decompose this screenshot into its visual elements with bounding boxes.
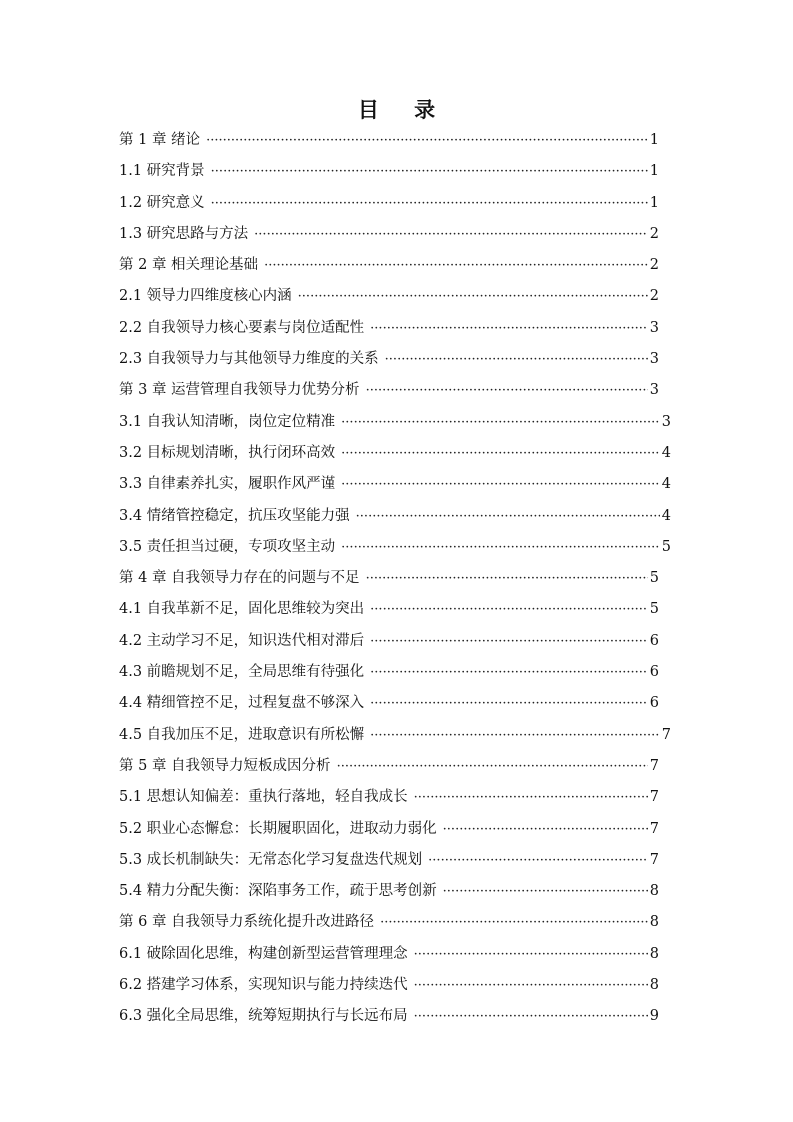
toc-entry-label: 第 6 章 自我领导力系统化提升改进路径 <box>119 914 375 931</box>
toc-entry[interactable] <box>119 250 659 281</box>
toc-entry-label: 4.4 精细管控不足，过程复盘不够深入 <box>119 695 365 712</box>
toc-title: 目 录 <box>357 97 450 122</box>
toc-entry-label: 第 3 章 运营管理自我领导力优势分析 <box>119 382 360 399</box>
toc-entry-label: 3.1 自我认知清晰，岗位定位精准 <box>119 413 336 430</box>
toc-entry-label: 4.2 主动学习不足，知识迭代相对滞后 <box>119 632 365 649</box>
toc-entry[interactable] <box>119 751 659 782</box>
dot-leader <box>428 845 648 876</box>
toc-entry-label: 4.3 前瞻规划不足，全局思维有待强化 <box>119 664 365 681</box>
toc-entry-label: 第 4 章 自我领导力存在的问题与不足 <box>119 570 360 587</box>
toc-entry-page: 3 <box>649 319 659 336</box>
toc-entry-page: 8 <box>649 883 659 900</box>
toc-entry-label: 3.2 目标规划清晰，执行闭环高效 <box>119 444 336 461</box>
toc-entry-label: 3.3 自律素养扎实，履职作风严谨 <box>119 476 336 493</box>
toc-entry-page: 3 <box>649 382 659 399</box>
dot-leader <box>370 626 648 657</box>
dot-leader <box>443 876 648 907</box>
dot-leader <box>341 407 660 438</box>
toc-entry[interactable] <box>119 970 659 1001</box>
toc-entry-page: 7 <box>649 789 659 806</box>
dot-leader <box>380 907 648 938</box>
dot-leader <box>414 1001 648 1032</box>
dot-leader <box>385 344 648 375</box>
toc-entry-page: 7 <box>661 726 671 743</box>
toc-entry-page: 2 <box>649 257 659 274</box>
toc-entry-page: 6 <box>649 695 659 712</box>
dot-leader <box>356 501 660 532</box>
toc-entry[interactable] <box>119 876 659 907</box>
toc-entry-label: 6.2 搭建学习体系，实现知识与能力持续迭代 <box>119 977 408 994</box>
toc-entry-page: 8 <box>649 914 659 931</box>
toc-entry-label: 第 5 章 自我领导力短板成因分析 <box>119 757 331 774</box>
toc-entry[interactable] <box>119 657 659 688</box>
dot-leader <box>414 782 648 813</box>
toc-entry-label: 2.1 领导力四维度核心内涵 <box>119 288 292 305</box>
toc-entry-label: 第 2 章 相关理论基础 <box>119 257 259 274</box>
dot-leader <box>370 657 648 688</box>
toc-entry-label: 1.1 研究背景 <box>119 163 205 180</box>
toc-entry[interactable] <box>119 939 659 970</box>
toc-entry-page: 1 <box>649 163 659 180</box>
toc-entry-page: 7 <box>649 757 659 774</box>
toc-entry[interactable] <box>119 501 671 532</box>
toc-entry-page: 5 <box>661 538 671 555</box>
toc-entry-page: 4 <box>661 507 671 524</box>
dot-leader <box>211 188 648 219</box>
toc-entry-page: 7 <box>649 820 659 837</box>
toc-entry-label: 6.3 强化全局思维，统筹短期执行与长远布局 <box>119 1008 408 1025</box>
dot-leader <box>254 219 648 250</box>
toc-entry[interactable] <box>119 814 659 845</box>
toc-entry[interactable] <box>119 469 671 500</box>
toc-entry-page: 5 <box>649 601 659 618</box>
toc-entry[interactable] <box>119 720 671 751</box>
toc-entry-label: 第 1 章 绪论 <box>119 132 201 148</box>
dot-leader <box>370 594 648 625</box>
dot-leader <box>211 156 648 187</box>
dot-leader <box>370 688 648 719</box>
dot-leader <box>370 313 648 344</box>
dot-leader <box>341 532 660 563</box>
toc-entry-page: 2 <box>649 288 659 305</box>
toc-entry-page: 6 <box>649 632 659 649</box>
dot-leader <box>366 563 648 594</box>
dot-leader <box>298 281 648 312</box>
toc-entry-page: 4 <box>661 444 671 461</box>
dot-leader <box>443 814 648 845</box>
dot-leader <box>366 375 648 406</box>
dot-leader <box>264 250 648 281</box>
toc-entry-label: 5.2 职业心态懈怠：长期履职固化，进取动力弱化 <box>119 820 437 837</box>
toc-entry-page: 2 <box>649 225 659 242</box>
toc-entry[interactable] <box>119 125 659 156</box>
toc-entry-label: 5.3 成长机制缺失：无常态化学习复盘迭代规划 <box>119 851 423 868</box>
toc-entry[interactable] <box>119 188 659 219</box>
toc-entry-page: 6 <box>649 664 659 681</box>
toc-entry[interactable] <box>119 907 659 938</box>
toc-entry[interactable] <box>119 782 659 813</box>
toc-entry-page: 8 <box>649 945 659 962</box>
toc-entry-label: 6.1 破除固化思维，构建创新型运营管理理念 <box>119 945 408 962</box>
toc-entry-label: 3.5 责任担当过硬，专项攻坚主动 <box>119 538 336 555</box>
dot-leader <box>414 939 648 970</box>
toc-entry-label: 1.3 研究思路与方法 <box>119 225 249 242</box>
toc-entry[interactable] <box>119 1001 659 1032</box>
toc-entry-label: 5.4 精力分配失衡：深陷事务工作，疏于思考创新 <box>119 883 437 900</box>
dot-leader <box>337 751 648 782</box>
toc-entry-label: 4.1 自我革新不足，固化思维较为突出 <box>119 601 365 618</box>
dot-leader <box>414 970 648 1001</box>
toc-entry[interactable] <box>119 407 671 438</box>
toc-entry[interactable] <box>119 845 659 876</box>
toc-entry-label: 2.3 自我领导力与其他领导力维度的关系 <box>119 351 379 368</box>
toc-entry[interactable] <box>119 626 659 657</box>
table-of-contents <box>119 125 671 1033</box>
toc-entry-page: 5 <box>649 570 659 587</box>
toc-entry[interactable] <box>119 532 671 563</box>
toc-entry-page: 3 <box>661 413 671 430</box>
toc-entry-page: 9 <box>649 1008 659 1025</box>
toc-entry[interactable] <box>119 375 659 406</box>
toc-entry[interactable] <box>119 344 659 375</box>
dot-leader <box>206 125 648 156</box>
dot-leader <box>341 438 660 469</box>
toc-entry-page: 7 <box>649 851 659 868</box>
toc-entry[interactable] <box>119 313 659 344</box>
toc-entry-label: 2.2 自我领导力核心要素与岗位适配性 <box>119 319 365 336</box>
toc-entry-label: 5.1 思想认知偏差：重执行落地，轻自我成长 <box>119 789 408 806</box>
toc-entry-page: 3 <box>649 351 659 368</box>
toc-entry[interactable] <box>119 688 659 719</box>
toc-entry[interactable] <box>119 594 659 625</box>
toc-entry[interactable] <box>119 563 659 594</box>
toc-entry-page: 8 <box>649 977 659 994</box>
dot-leader <box>341 469 660 500</box>
toc-entry[interactable] <box>119 281 659 312</box>
toc-entry[interactable] <box>119 438 671 469</box>
toc-entry[interactable] <box>119 219 659 250</box>
toc-entry-label: 3.4 情绪管控稳定，抗压攻坚能力强 <box>119 507 350 524</box>
dot-leader <box>370 720 660 751</box>
toc-entry-label: 1.2 研究意义 <box>119 194 205 211</box>
toc-entry-page: 4 <box>661 476 671 493</box>
toc-entry-page: 1 <box>649 194 659 211</box>
toc-entry-label: 4.5 自我加压不足，进取意识有所松懈 <box>119 726 365 743</box>
toc-entry[interactable] <box>119 156 659 187</box>
toc-entry-page: 1 <box>649 132 659 148</box>
